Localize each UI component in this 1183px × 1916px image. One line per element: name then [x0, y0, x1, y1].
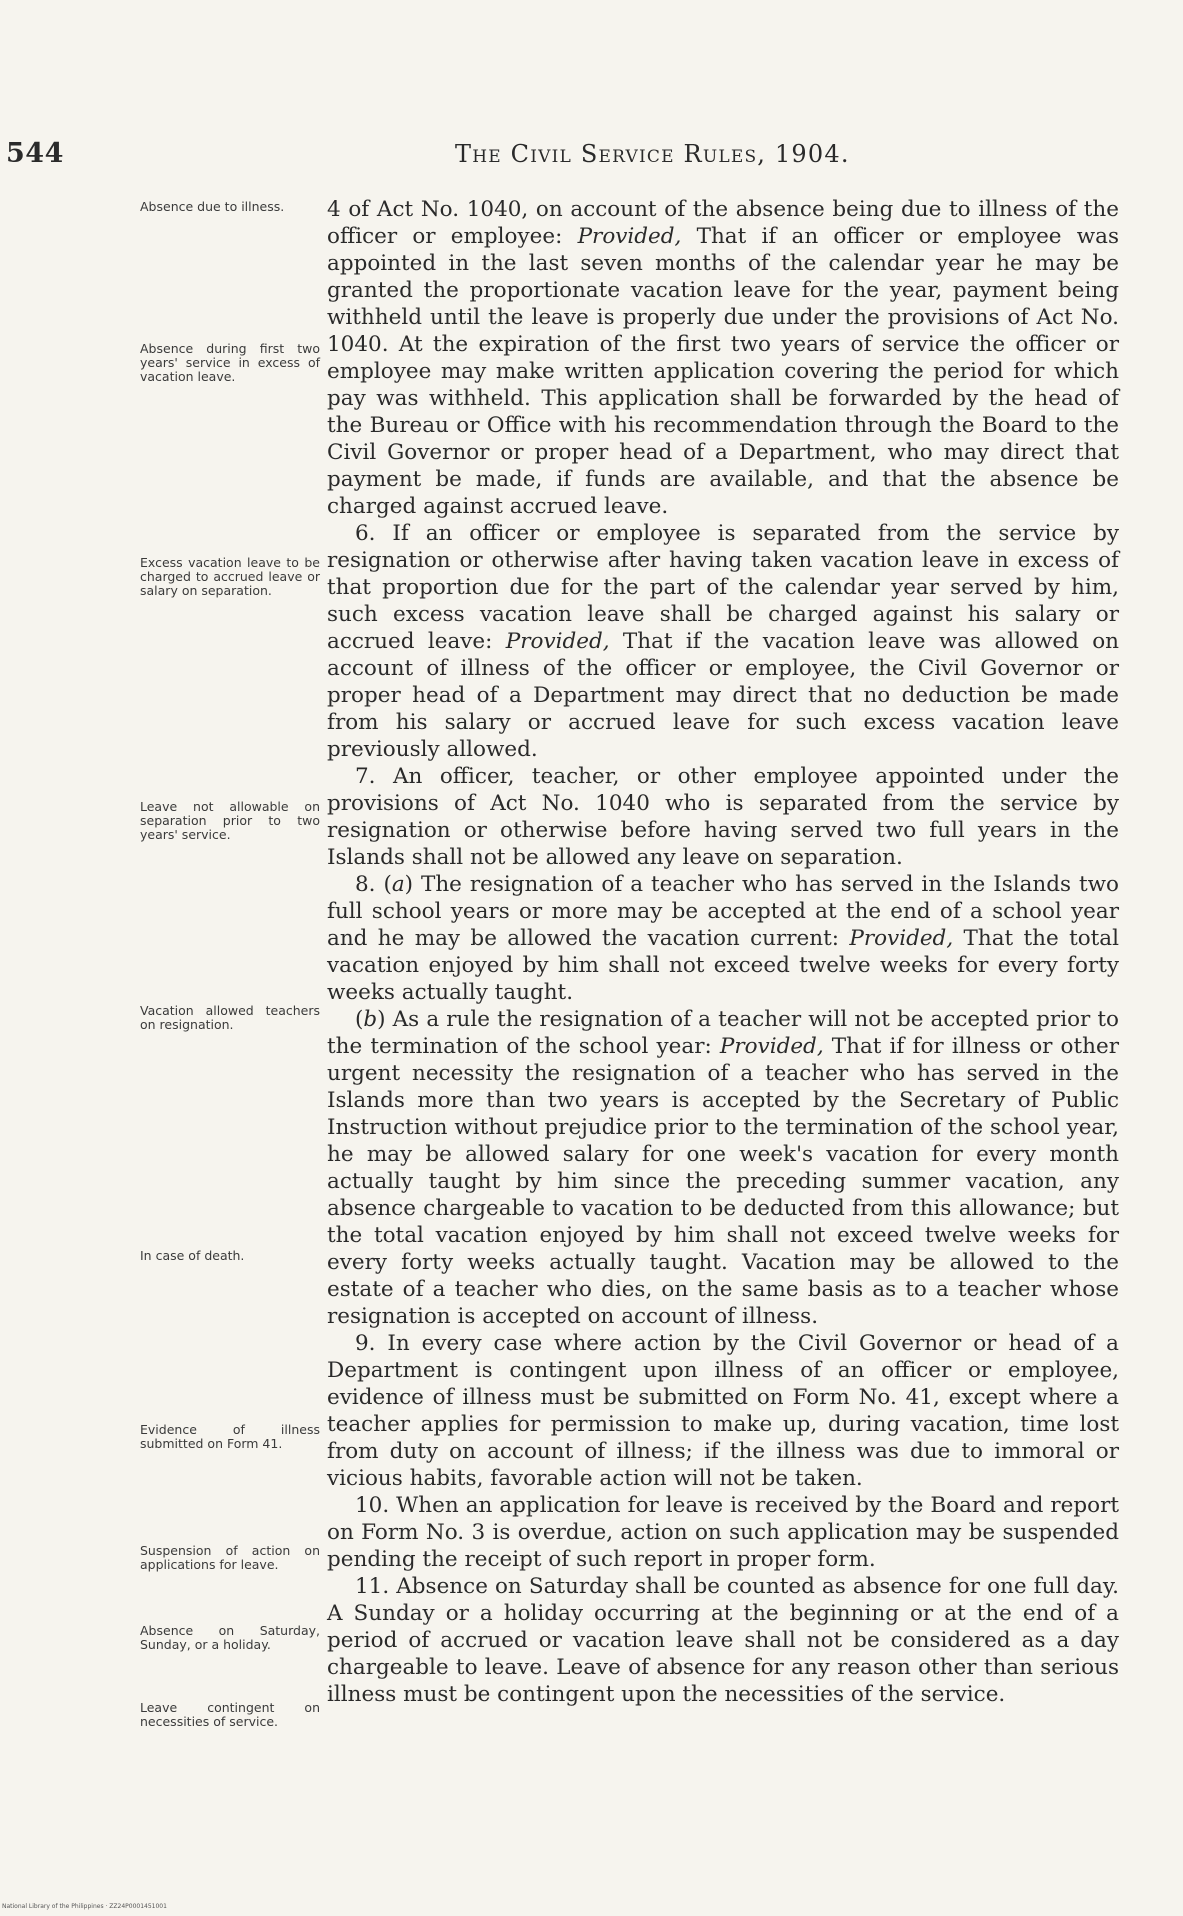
paragraph-6: 6. If an officer or employee is separated from the service by resignation or otherwise after having taken vacation leave in excess of that proportion due for the part of the calendar year served by him, such excess vacation leave shall be charged against his salary or accrued leave: Provided, That if the vacation leave was allowed on account of illness of the officer or employee, the Civil Governor or proper head of a Department may direct that no deduction be made from his salary or accrued leave for such excess vacation leave previously allowed. — [327, 521, 1119, 762]
body-text — [327, 196, 1119, 1708]
side-note-excess-vacation: Excess vacation leave to be charged to accrued leave or salary on separation. — [140, 555, 320, 598]
paragraph-7: 7. An officer, teacher, or other employee appointed under the provisions of Act No. 1040 who is separated from the service by resignation or otherwise before having served two full years in the Islands shall not be allowed any leave on separation. — [327, 764, 1119, 870]
paragraph-8b: (b) As a rule the resignation of a teacher will not be accepted prior to the termination of the school year: Provided, That if for illness or other urgent necessity the resignation of a teacher who has served in the Islands more than two years is accepted by the Secretary of Public Instruction without prejudice prior to the termination of the school year, he may be allowed salary for one week's vacation for every month actually taught by him since the preceding summer vacation, any absence chargeable to vacation to be deducted from this allowance; but the total vacation enjoyed by him shall not exceed twelve weeks for every forty weeks actually taught. Vacation may be allowed to the estate of a teacher who dies, on the same basis as to a teacher whose resignation is accepted on account of illness. — [327, 1007, 1119, 1329]
running-head: The Civil Service Rules, 1904. — [455, 140, 850, 168]
side-note-case-of-death: In case of death. — [140, 1248, 245, 1263]
side-note-absence-first-two-years: Absence during first two years' service in excess of vacation leave. — [140, 341, 320, 384]
paragraph-9: 9. In every case where action by the Civil Governor or head of a Department is contingent upon illness of an officer or employee, evidence of illness must be submitted on Form No. 41, except where a teacher applies for permission to make up, during vacation, time lost from duty on account of illness; if the illness was due to immoral or vicious habits, favorable action will not be taken. — [327, 1331, 1119, 1491]
side-note-absence-illness: Absence due to illness. — [140, 199, 285, 214]
paragraph-10: 10. When an application for leave is received by the Board and report on Form No. 3 is overdue, action on such application may be suspended pending the receipt of such report in proper form. — [327, 1493, 1119, 1572]
paragraph-continued: 4 of Act No. 1040, on account of the absence being due to illness of the officer or employee: Provided, That if an officer or employee was appointed in the last seven months of the calendar year he may be granted the proportionate vacation leave for the year, payment being withheld until the leave is properly due under the provisions of Act No. 1040. At the expiration of the first two years of service the officer or employee may make written application covering the period for which pay was withheld. This application shall be forwarded by the head of the Bureau or Office with his recommendation through the Board to the Civil Governor or proper head of a Department, who may direct that payment be made, if funds are available, and that the absence be charged against accrued leave. — [327, 197, 1119, 519]
paragraph-11: 11. Absence on Saturday shall be counted as absence for one full day. A Sunday or a holiday occurring at the beginning or at the end of a period of accrued or vacation leave shall not be considered as a day chargeable to leave. Leave of absence for any reason other than serious illness must be contingent upon the necessities of the service. — [327, 1574, 1119, 1707]
side-note-absence-saturday: Absence on Saturday, Sunday, or a holiday. — [140, 1623, 320, 1652]
side-note-leave-contingent: Leave contingent on necessities of service. — [140, 1700, 320, 1729]
side-note-leave-not-allowable: Leave not allowable on separation prior to two years' service. — [140, 799, 320, 842]
side-note-evidence-illness: Evidence of illness submitted on Form 41. — [140, 1422, 320, 1451]
scan-footer: National Library of the Philippines · ZZ24P0001451001 — [2, 1903, 167, 1910]
side-note-vacation-teachers: Vacation allowed teachers on resignation. — [140, 1003, 320, 1032]
side-note-suspension-action: Suspension of action on applications for leave. — [140, 1543, 320, 1572]
page-number: 544 — [6, 138, 64, 169]
paragraph-8a: 8. (a) The resignation of a teacher who has served in the Islands two full school years or more may be accepted at the end of a school year and he may be allowed the vacation current: Provided, That the total vacation enjoyed by him shall not exceed twelve weeks for every forty weeks actually taught. — [327, 872, 1120, 1005]
